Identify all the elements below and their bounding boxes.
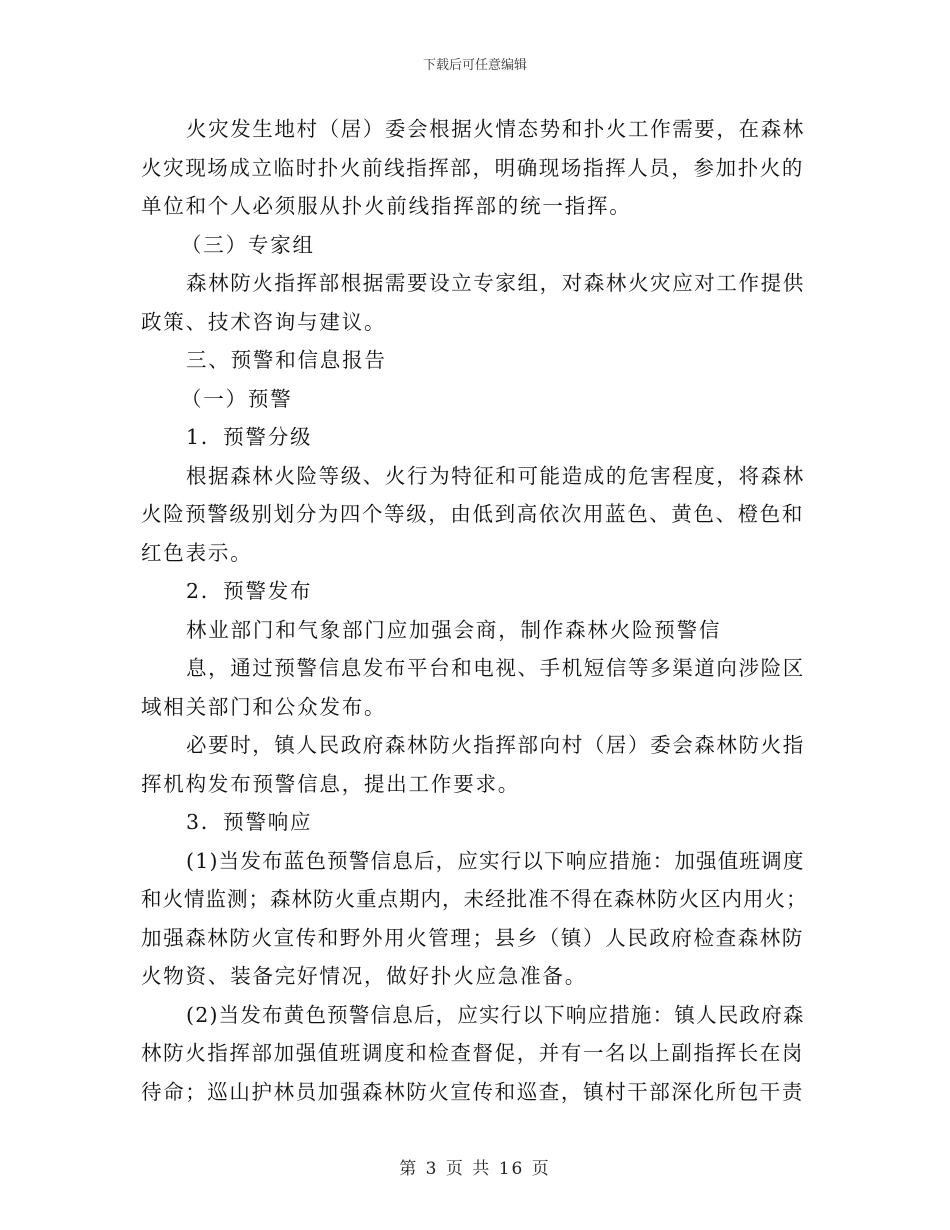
section-heading: （三）专家组: [181, 232, 315, 257]
body-line: 森林防火指挥部根据需要设立专家组，对森林火灾应对工作提供: [186, 271, 805, 295]
body-line: (1)当发布蓝色预警信息后，应实行以下响应措施：加强值班调度: [186, 848, 805, 873]
body-line: 待命；巡山护林员加强森林防火宣传和巡查，镇村干部深化所包干责: [141, 1079, 804, 1104]
body-line: 单位和个人必须服从扑火前线指挥部的统一指挥。: [141, 194, 632, 218]
body-line: 火灾现场成立临时扑火前线指挥部，明确现场指挥人员，参加扑火的: [141, 155, 804, 180]
body-line: 加强森林防火宣传和野外用火管理；县乡（镇）人民政府检查森林防: [141, 925, 804, 950]
body-line: 根据森林火险等级、火行为特征和可能造成的危害程度，将森林: [186, 463, 805, 488]
body-line: 和火情监测；森林防火重点期内，未经批准不得在森林防火区内用火；: [141, 887, 808, 911]
body-line: 挥机构发布预警信息，提出工作要求。: [141, 771, 521, 796]
section-heading: 2．预警发布: [186, 579, 313, 603]
body-line: 必要时，镇人民政府森林防火指挥部向村（居）委会森林防火指: [186, 733, 805, 757]
document-body: [141, 110, 809, 1111]
body-line: 林业部门和气象部门应加强会商，制作森林火险预警信: [186, 617, 722, 642]
body-line: 火险预警级别划分为四个等级，由低到高依次用蓝色、黄色、橙色和: [141, 502, 804, 526]
body-line: 林防火指挥部加强值班调度和检查督促，并有一名以上副指挥长在岗: [141, 1041, 804, 1065]
body-line: 火物资、装备完好情况，做好扑火应急准备。: [141, 964, 587, 988]
section-heading: （一）预警: [181, 386, 293, 411]
section-heading: 1．预警分级: [186, 425, 313, 449]
body-line: 政策、技术咨询与建议。: [141, 309, 387, 334]
section-heading: 3．预警响应: [186, 810, 313, 834]
body-line: 红色表示。: [141, 540, 253, 565]
body-line: (2)当发布黄色预警信息后，应实行以下响应措施：镇人民政府森: [186, 1002, 805, 1027]
body-line: 域相关部门和公众发布。: [141, 694, 387, 719]
body-line: 火灾发生地村（居）委会根据火情态势和扑火工作需要，在森林: [186, 117, 805, 141]
page-footer: 第 3 页 共 16 页: [399, 1159, 551, 1179]
page-header: 下载后可任意编辑: [422, 58, 527, 73]
section-heading: 三、预警和信息报告: [186, 348, 387, 372]
body-line: 息，通过预警信息发布平台和电视、手机短信等多渠道向涉险区: [186, 656, 805, 680]
